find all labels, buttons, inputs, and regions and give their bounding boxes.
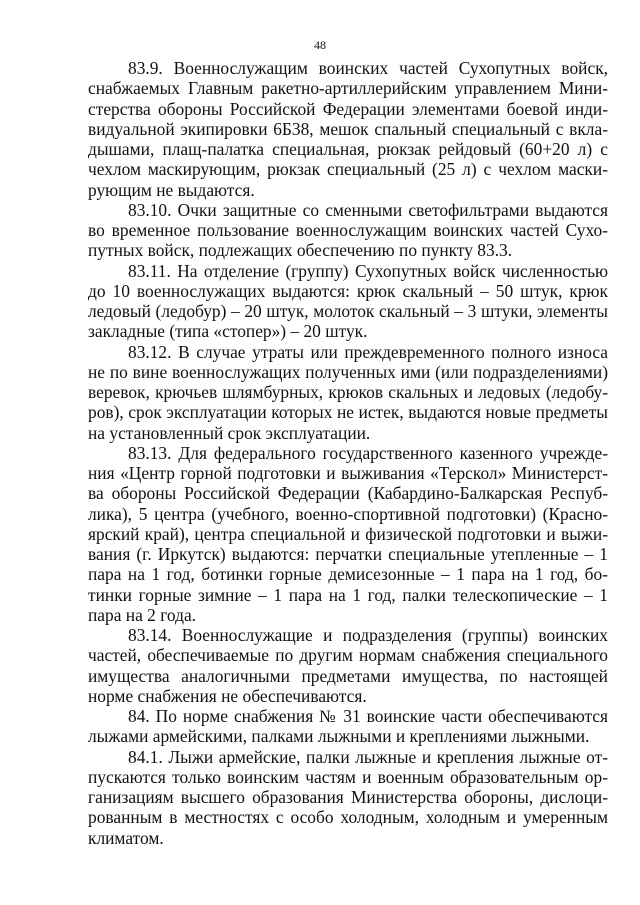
document-body bbox=[88, 58, 608, 848]
paragraph-84: 84. По норме снабжения № 31 воинские части обеспечиваются лыжами армейскими, палками лыжными и креплениями лыжными. bbox=[88, 706, 608, 747]
paragraph-83-12: 83.12. В случае утраты или преждевременного полного износа не по вине военнослужащих полученных ими (или подразделениями) веревок, крючьев шлямбурных, крюков скальных и ледовых (ледобуров), срок эксплуатации которых не истек, выдаются новые предметы на установленный срок эксплуатации. bbox=[88, 341, 608, 443]
paragraph-83-14: 83.14. Военнослужащие и подразделения (группы) воинских частей, обеспечиваемые по другим нормам снабжения специального имущества аналогичными предметами имущества, по настоящей норме снабжения не обеспечиваются. bbox=[88, 625, 608, 706]
paragraph-83-11: 83.11. На отделение (группу) Сухопутных войск численностью до 10 военнослужащих выдаются: крюк скальный – 50 штук, крюк ледовый (ледобур) – 20 штук, молоток скальный – 3 штуки, элементы закладные (типа «стопер») – 20 штук. bbox=[88, 260, 608, 342]
paragraph-83-13: 83.13. Для федерального государственного казенного учреждения «Центр горной подготовки и выживания «Терскол» Министерства обороны Российской Федерации (Кабардино-Балкарская Республика), 5 центра (учебного, военно-спортивной подготовки) (Красноярский край), центра специальной и физической подготовки и выживания (г. Иркутск) выдаются: перчатки специальные утепленные – 1 пара на 1 год, ботинки горные демисезонные – 1 пара на 1 год, ботинки горные зимние – 1 пара на 1 год, палки телескопические – 1 пара на 2 года. bbox=[88, 442, 608, 625]
paragraph-84-1: 84.1. Лыжи армейские, палки лыжные и крепления лыжные отпускаются только воинским частям и военным образовательным организациям высшего образования Министерства обороны, дислоцированным в местностях с особо холодным, холодным и умеренным климатом. bbox=[88, 746, 608, 848]
paragraph-83-9: 83.9. Военнослужащим воинских частей Сухопутных войск, снабжаемых Главным ракетно-артиллерийским управлением Министерства обороны Российской Федерации элементами боевой индивидуальной экипировки 6Б38, мешок спальный специальный с вкладышами, плащ-палатка специальная, рюкзак рейдовый (60+20 л) с чехлом маскирующим, рюкзак специальный (25 л) с чехлом маскирующим не выдаются. bbox=[88, 58, 608, 200]
page-number: 48 bbox=[314, 38, 326, 52]
paragraph-83-10: 83.10. Очки защитные со сменными светофильтрами выдаются во временное пользование военнослужащим воинских частей Сухопутных войск, подлежащих обеспечению по пункту 83.3. bbox=[88, 199, 608, 261]
